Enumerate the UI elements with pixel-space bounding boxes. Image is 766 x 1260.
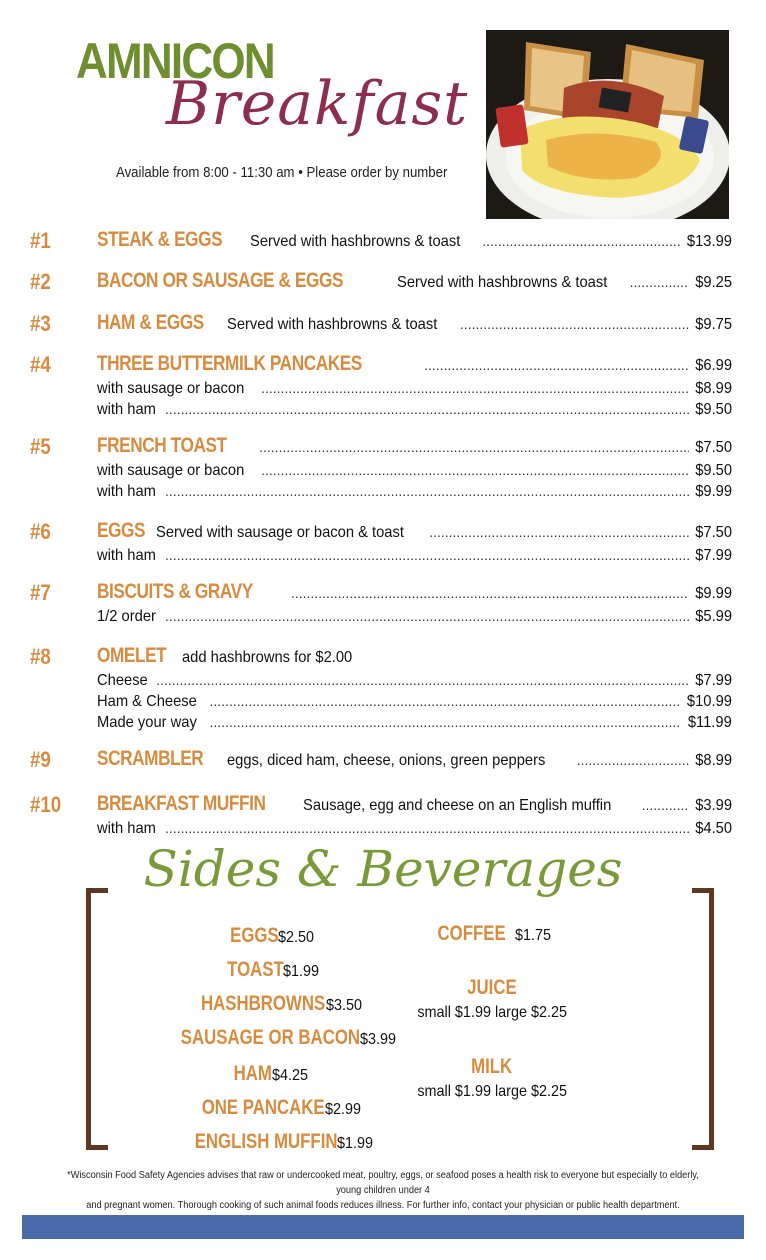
side-price: $4.25 xyxy=(271,1067,308,1084)
item-name: THREE BUTTERMILK PANCAKES xyxy=(97,352,362,375)
item-price: $13.99 xyxy=(686,233,732,250)
beverage-price: $1.75 xyxy=(514,927,551,944)
item-price: $3.99 xyxy=(695,797,732,814)
sub-option xyxy=(97,693,732,711)
item-number: #6 xyxy=(30,519,51,544)
beverage-name: MILK xyxy=(471,1055,513,1078)
dot-leader xyxy=(259,439,689,455)
sub-option-label: with ham xyxy=(97,547,156,564)
item-name: OMELET xyxy=(97,644,167,667)
item-name: FRENCH TOAST xyxy=(97,434,227,457)
item-number: #4 xyxy=(30,352,51,377)
side-name: TOAST xyxy=(226,958,284,981)
disclaimer-line: *Wisconsin Food Safety Agencies advises that raw or undercooked meat, poultry, eggs, or seafood poses a health risk to everyone but especially to elderly, young children under 4 xyxy=(67,1170,699,1196)
beverage-name: JUICE xyxy=(467,976,517,999)
sub-option-price: $9.50 xyxy=(695,401,732,418)
beverage-sizes: small $1.99 large $2.25 xyxy=(417,1004,567,1021)
item-price: $9.99 xyxy=(695,585,732,602)
dot-leader xyxy=(630,274,689,290)
disclaimer-line: and pregnant women. Thorough cooking of such animal foods reduces illness. For further info, contact your physician or public health department. xyxy=(86,1200,680,1211)
dot-leader xyxy=(165,401,689,417)
item-name: BREAKFAST MUFFIN xyxy=(97,792,266,815)
dot-leader xyxy=(429,524,689,540)
side-item xyxy=(128,958,408,982)
sub-option xyxy=(97,820,732,838)
item-price: $7.50 xyxy=(695,524,732,541)
sub-option xyxy=(97,380,732,398)
subtitle: Available from 8:00 - 11:30 am • Please order by number xyxy=(116,164,448,181)
dot-leader xyxy=(165,608,689,624)
side-price: $3.99 xyxy=(359,1031,397,1048)
dot-leader xyxy=(642,797,689,813)
item-name: EGGS xyxy=(97,519,146,542)
side-item xyxy=(128,1096,408,1120)
side-item xyxy=(128,924,408,948)
dot-leader xyxy=(165,820,689,836)
dot-leader xyxy=(210,693,681,709)
sub-option-label: Ham & Cheese xyxy=(97,693,197,710)
title-main: AMNICON xyxy=(76,33,274,89)
dot-leader xyxy=(156,672,689,688)
side-name: SAUSAGE OR BACON xyxy=(180,1026,360,1049)
item-description: Served with hashbrowns & toast xyxy=(227,316,438,333)
sub-option-label: Made your way xyxy=(97,714,197,731)
item-line xyxy=(97,644,732,668)
sub-option-label: Cheese xyxy=(97,672,148,689)
side-name: ONE PANCAKE xyxy=(201,1096,325,1119)
sub-option xyxy=(97,672,732,690)
sub-option xyxy=(97,483,732,501)
item-name: SCRAMBLER xyxy=(97,747,204,770)
side-name: ENGLISH MUFFIN xyxy=(194,1130,338,1153)
title-script: Breakfast xyxy=(166,69,469,139)
item-line xyxy=(97,311,732,335)
sub-option xyxy=(97,547,732,565)
side-price: $1.99 xyxy=(283,963,320,980)
side-item xyxy=(128,1026,408,1050)
left-bracket xyxy=(86,888,108,1150)
item-name: STEAK & EGGS xyxy=(97,228,223,251)
item-price: $6.99 xyxy=(695,357,732,374)
item-description: Sausage, egg and cheese on an English muffin xyxy=(302,797,611,814)
item-price: $9.25 xyxy=(695,274,732,291)
item-line xyxy=(97,747,732,771)
item-number: #7 xyxy=(30,580,51,605)
sub-option xyxy=(97,608,732,626)
item-line xyxy=(97,269,732,293)
item-line xyxy=(97,792,732,816)
sub-option-label: with ham xyxy=(97,820,156,837)
sub-option-label: with sausage or bacon xyxy=(97,380,245,397)
item-line xyxy=(97,519,732,543)
item-line xyxy=(97,434,732,458)
side-price: $1.99 xyxy=(337,1135,374,1152)
side-item xyxy=(128,1062,408,1086)
footer-bar xyxy=(22,1215,744,1239)
sub-option-label: 1/2 order xyxy=(97,608,156,625)
side-price: $2.99 xyxy=(324,1101,361,1118)
sub-option xyxy=(97,401,732,419)
item-description: Served with hashbrowns & toast xyxy=(397,274,608,291)
beverage-sizes: small $1.99 large $2.25 xyxy=(417,1083,567,1100)
dot-leader xyxy=(460,316,689,332)
side-price: $3.50 xyxy=(325,997,362,1014)
sub-option-price: $11.99 xyxy=(688,714,732,731)
sub-option-price: $8.99 xyxy=(695,380,732,397)
side-item xyxy=(128,992,408,1016)
item-line xyxy=(97,352,732,376)
dot-leader xyxy=(577,752,689,768)
side-name: HASHBROWNS xyxy=(201,992,326,1015)
dot-leader xyxy=(165,547,689,563)
item-description: eggs, diced ham, cheese, onions, green peppers xyxy=(226,752,546,769)
item-line xyxy=(97,580,732,604)
item-number: #8 xyxy=(30,644,51,669)
item-number: #5 xyxy=(30,434,51,459)
item-name: HAM & EGGS xyxy=(97,311,204,334)
sub-option-price: $9.50 xyxy=(695,462,732,479)
item-price: $9.75 xyxy=(695,316,732,333)
dot-leader xyxy=(424,357,689,373)
sub-option-price: $4.50 xyxy=(695,820,732,837)
item-number: #1 xyxy=(30,228,51,253)
beverage-item xyxy=(372,976,612,1022)
dot-leader xyxy=(210,714,682,730)
sub-option xyxy=(97,462,732,480)
breakfast-photo xyxy=(486,30,729,219)
dot-leader xyxy=(261,462,689,478)
item-description: Served with sausage or bacon & toast xyxy=(155,524,404,541)
sub-option-label: with sausage or bacon xyxy=(97,462,245,479)
disclaimer xyxy=(58,1168,708,1213)
item-price: $7.50 xyxy=(695,439,732,456)
side-item xyxy=(128,1130,408,1154)
item-price: $8.99 xyxy=(695,752,732,769)
beverage-name: COFFEE xyxy=(437,922,507,945)
sub-option-price: $10.99 xyxy=(686,693,732,710)
item-number: #10 xyxy=(30,792,62,817)
side-name: EGGS xyxy=(229,924,279,947)
item-number: #9 xyxy=(30,747,51,772)
side-price: $2.50 xyxy=(278,929,315,946)
item-name: BACON OR SAUSAGE & EGGS xyxy=(97,269,344,292)
item-number: #2 xyxy=(30,269,51,294)
dot-leader xyxy=(482,233,680,249)
sub-option-price: $7.99 xyxy=(695,672,732,689)
dot-leader xyxy=(165,483,689,499)
beverage-item xyxy=(372,922,612,946)
item-line xyxy=(97,228,732,252)
sides-title: Sides & Beverages xyxy=(143,840,623,898)
dot-leader xyxy=(291,585,689,601)
sub-option-price: $9.99 xyxy=(695,483,732,500)
sub-option xyxy=(97,714,732,732)
sub-option-label: with ham xyxy=(97,483,156,500)
sub-option-label: with ham xyxy=(97,401,156,418)
sub-option-price: $7.99 xyxy=(695,547,732,564)
beverage-item xyxy=(372,1055,612,1101)
sub-option-price: $5.99 xyxy=(695,608,732,625)
item-name: BISCUITS & GRAVY xyxy=(97,580,253,603)
dot-leader xyxy=(261,380,689,396)
side-name: HAM xyxy=(233,1062,272,1085)
item-description: Served with hashbrowns & toast xyxy=(249,233,460,250)
right-bracket xyxy=(692,888,714,1150)
item-description: add hashbrowns for $2.00 xyxy=(181,649,352,666)
item-number: #3 xyxy=(30,311,51,336)
